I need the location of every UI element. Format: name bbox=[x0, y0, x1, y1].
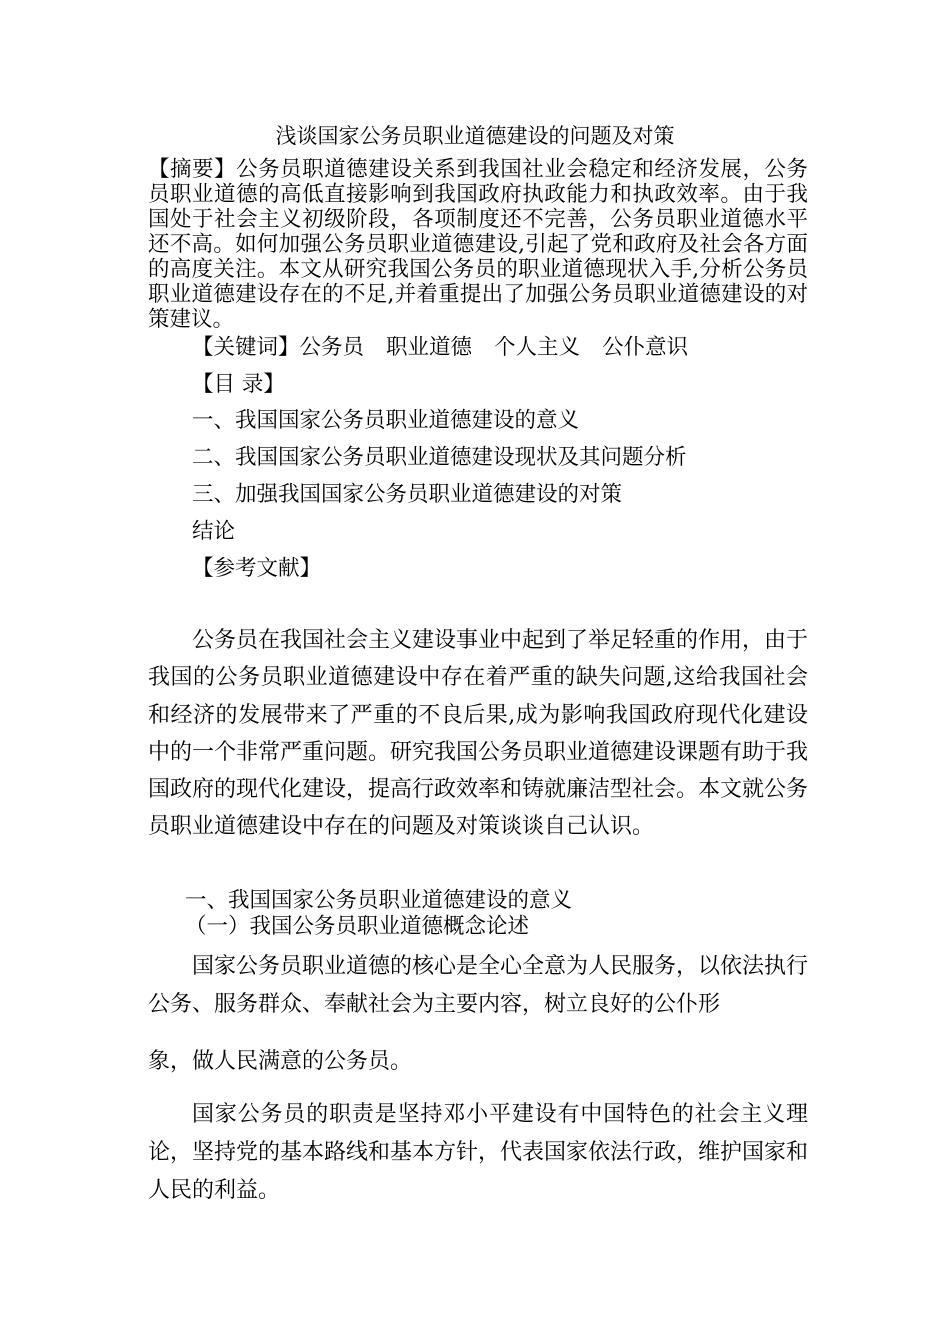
document-title: 浅谈国家公务员职业道德建设的问题及对策 bbox=[275, 124, 675, 148]
keyword: 职业道德 bbox=[386, 335, 473, 360]
toc-heading: 【目 录】 bbox=[192, 372, 285, 397]
toc-item: 三、加强我国国家公务员职业道德建设的对策 bbox=[192, 482, 623, 507]
subsection-heading: （一）我国公务员职业道德概念论述 bbox=[185, 914, 530, 939]
intro-paragraph: 公务员在我国社会主义建设事业中起到了举足轻重的作用，由于我国的公务员职业道德建设中存在着严重的缺失问题,这给我国社会和经济的发展带来了严重的不良后果,成为影响我国政府现代化建设中的一个非常严重问题。研究我国公务员职业道德建设课题有助于我国政府的现代化建设，提高行政效率和铸就廉洁型社会。本文就公务员职业道德建设中存在的问题及对策谈谈自己认识。 bbox=[148, 628, 809, 840]
toc-item: 【参考文献】 bbox=[192, 556, 322, 581]
toc-item: 一、我国国家公务员职业道德建设的意义 bbox=[192, 408, 580, 433]
toc-item: 结论 bbox=[192, 519, 236, 544]
keywords-label: 【关键词】 bbox=[192, 335, 300, 360]
body-paragraph: 国家公务员职业道德的核心是全心全意为人民服务，以依法执行公务、服务群众、奉献社会为主要内容，树立良好的公仆形 bbox=[148, 954, 809, 1017]
abstract-text: 公务员职道德建设关系到我国社业会稳定和经济发展，公务员职业道德的高低直接影响到我国政府执政能力和执政效率。由于我国处于社会主义初级阶段，各项制度还不完善，公务员职业道德水平还不高。如何加强公务员职业道德建设,引起了党和政府及社会各方面的高度关注。本文从研究我国公务员的职业道德现状入手,分析公务员职业道德建设存在的不足,并着重提出了加强公务员职业道德建设的对策建议。 bbox=[148, 157, 808, 332]
keyword: 公仆意识 bbox=[602, 335, 689, 360]
body-paragraph-continuation: 象，做人民满意的公务员。 bbox=[148, 1049, 413, 1074]
keywords bbox=[192, 334, 812, 362]
toc-item: 二、我国国家公务员职业道德建设现状及其问题分析 bbox=[192, 445, 687, 470]
body-paragraph: 国家公务员的职责是坚持邓小平建设有中国特色的社会主义理论，坚持党的基本路线和基本方针，代表国家依法行政，维护国家和人民的利益。 bbox=[148, 1102, 809, 1203]
keyword: 个人主义 bbox=[494, 335, 581, 360]
section-heading: 一、我国国家公务员职业道德建设的意义 bbox=[185, 888, 573, 913]
abstract bbox=[148, 157, 808, 332]
abstract-label: 【摘要】 bbox=[148, 157, 237, 182]
keyword: 公务员 bbox=[299, 335, 365, 360]
